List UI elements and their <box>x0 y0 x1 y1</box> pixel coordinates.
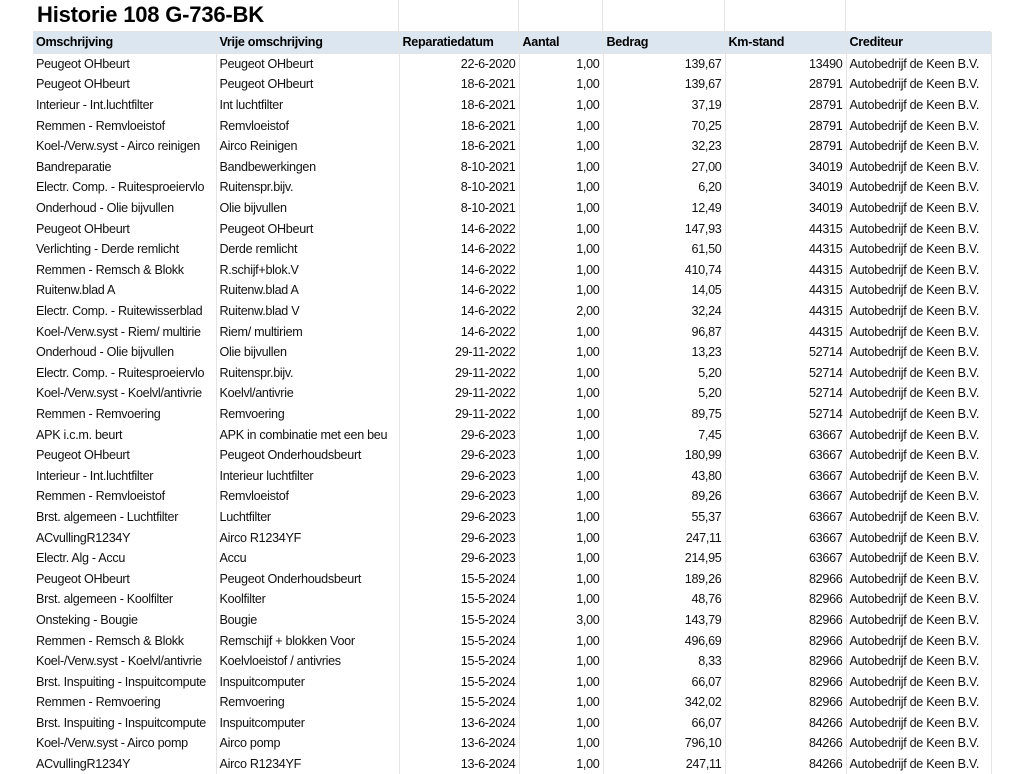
cell-omschrijving[interactable]: Electr. Alg - Accu <box>33 548 216 569</box>
cell-km-stand[interactable]: 84266 <box>725 733 846 754</box>
cell-bedrag[interactable]: 496,69 <box>603 630 725 651</box>
cell-km-stand[interactable]: 44315 <box>725 239 846 260</box>
table-row[interactable] <box>33 218 991 239</box>
cell-km-stand[interactable]: 63667 <box>725 445 846 466</box>
cell-crediteur[interactable]: Autobedrijf de Keen B.V. <box>846 404 991 425</box>
cell-km-stand[interactable]: 13490 <box>725 53 846 74</box>
cell-vrije-omschrijving[interactable]: Accu <box>216 548 399 569</box>
sheet-title[interactable]: Historie 108 G-736-BK <box>37 2 264 27</box>
column-header-km-stand[interactable]: Km-stand <box>725 32 846 53</box>
cell-reparatiedatum[interactable]: 29-6-2023 <box>399 548 519 569</box>
table-row[interactable] <box>33 280 991 301</box>
cell-bedrag[interactable]: 410,74 <box>603 260 725 281</box>
table-row[interactable] <box>33 177 991 198</box>
table-row[interactable] <box>33 342 991 363</box>
cell-km-stand[interactable]: 34019 <box>725 157 846 178</box>
cell-reparatiedatum[interactable]: 18-6-2021 <box>399 136 519 157</box>
cell-vrije-omschrijving[interactable]: APK in combinatie met een beu <box>216 424 399 445</box>
cell-km-stand[interactable]: 44315 <box>725 260 846 281</box>
cell-aantal[interactable]: 1,00 <box>519 507 603 528</box>
cell-vrije-omschrijving[interactable]: Peugeot Onderhoudsbeurt <box>216 568 399 589</box>
cell-crediteur[interactable]: Autobedrijf de Keen B.V. <box>846 198 991 219</box>
cell-vrije-omschrijving[interactable]: Koelvloeistof / antivries <box>216 651 399 672</box>
table-row[interactable] <box>33 445 991 466</box>
cell-vrije-omschrijving[interactable]: Inspuitcomputer <box>216 671 399 692</box>
cell-vrije-omschrijving[interactable]: Inspuitcomputer <box>216 713 399 734</box>
cell-reparatiedatum[interactable]: 13-6-2024 <box>399 754 519 774</box>
cell-bedrag[interactable]: 37,19 <box>603 95 725 116</box>
cell-aantal[interactable]: 1,00 <box>519 424 603 445</box>
spreadsheet <box>33 0 991 774</box>
cell-bedrag[interactable]: 247,11 <box>603 754 725 774</box>
table-row[interactable] <box>33 733 991 754</box>
cell-reparatiedatum[interactable]: 29-11-2022 <box>399 404 519 425</box>
cell-omschrijving[interactable]: Brst. Inspuiting - Inspuitcompute <box>33 713 216 734</box>
cell-reparatiedatum[interactable]: 14-6-2022 <box>399 321 519 342</box>
cell-km-stand[interactable]: 28791 <box>725 115 846 136</box>
table-row[interactable] <box>33 404 991 425</box>
cell-crediteur[interactable]: Autobedrijf de Keen B.V. <box>846 568 991 589</box>
cell-aantal[interactable]: 1,00 <box>519 342 603 363</box>
cell-vrije-omschrijving[interactable]: Koolfilter <box>216 589 399 610</box>
cell-crediteur[interactable]: Autobedrijf de Keen B.V. <box>846 465 991 486</box>
cell-km-stand[interactable]: 63667 <box>725 424 846 445</box>
cell-bedrag[interactable]: 13,23 <box>603 342 725 363</box>
cell-aantal[interactable]: 1,00 <box>519 260 603 281</box>
cell-omschrijving[interactable]: Brst. algemeen - Luchtfilter <box>33 507 216 528</box>
table-row[interactable] <box>33 527 991 548</box>
cell-vrije-omschrijving[interactable]: Int luchtfilter <box>216 95 399 116</box>
cell-crediteur[interactable]: Autobedrijf de Keen B.V. <box>846 383 991 404</box>
cell-omschrijving[interactable]: Koel-/Verw.syst - Koelvl/antivrie <box>33 383 216 404</box>
cell-aantal[interactable]: 1,00 <box>519 239 603 260</box>
cell-km-stand[interactable]: 82966 <box>725 692 846 713</box>
cell-aantal[interactable]: 1,00 <box>519 157 603 178</box>
cell-crediteur[interactable]: Autobedrijf de Keen B.V. <box>846 692 991 713</box>
cell-vrije-omschrijving[interactable]: Olie bijvullen <box>216 198 399 219</box>
cell-bedrag[interactable]: 180,99 <box>603 445 725 466</box>
cell-reparatiedatum[interactable]: 13-6-2024 <box>399 733 519 754</box>
cell-aantal[interactable]: 1,00 <box>519 363 603 384</box>
cell-crediteur[interactable]: Autobedrijf de Keen B.V. <box>846 630 991 651</box>
cell-omschrijving[interactable]: Remmen - Remvloeistof <box>33 115 216 136</box>
cell-crediteur[interactable]: Autobedrijf de Keen B.V. <box>846 754 991 774</box>
column-header-bedrag[interactable]: Bedrag <box>603 32 725 53</box>
cell-km-stand[interactable]: 82966 <box>725 671 846 692</box>
cell-crediteur[interactable]: Autobedrijf de Keen B.V. <box>846 280 991 301</box>
cell-aantal[interactable]: 1,00 <box>519 280 603 301</box>
cell-reparatiedatum[interactable]: 29-6-2023 <box>399 424 519 445</box>
table-row[interactable] <box>33 568 991 589</box>
cell-vrije-omschrijving[interactable]: Remvoering <box>216 692 399 713</box>
cell-reparatiedatum[interactable]: 15-5-2024 <box>399 630 519 651</box>
cell-bedrag[interactable]: 32,24 <box>603 301 725 322</box>
cell-omschrijving[interactable]: Verlichting - Derde remlicht <box>33 239 216 260</box>
table-row[interactable] <box>33 53 991 74</box>
cell-vrije-omschrijving[interactable]: Bandbewerkingen <box>216 157 399 178</box>
cell-km-stand[interactable]: 84266 <box>725 754 846 774</box>
cell-reparatiedatum[interactable]: 29-11-2022 <box>399 342 519 363</box>
cell-aantal[interactable]: 1,00 <box>519 486 603 507</box>
cell-km-stand[interactable]: 63667 <box>725 548 846 569</box>
cell-reparatiedatum[interactable]: 15-5-2024 <box>399 568 519 589</box>
table-row[interactable] <box>33 198 991 219</box>
cell-reparatiedatum[interactable]: 29-6-2023 <box>399 507 519 528</box>
cell-crediteur[interactable]: Autobedrijf de Keen B.V. <box>846 671 991 692</box>
table-row[interactable] <box>33 424 991 445</box>
table-row[interactable] <box>33 486 991 507</box>
title-gridline <box>724 0 725 31</box>
cell-bedrag[interactable]: 14,05 <box>603 280 725 301</box>
cell-km-stand[interactable]: 52714 <box>725 404 846 425</box>
cell-crediteur[interactable]: Autobedrijf de Keen B.V. <box>846 610 991 631</box>
cell-reparatiedatum[interactable]: 29-6-2023 <box>399 486 519 507</box>
title-gridline <box>602 0 603 31</box>
cell-omschrijving[interactable]: Peugeot OHbeurt <box>33 445 216 466</box>
cell-omschrijving[interactable]: Electr. Comp. - Ruitesproeiervlo <box>33 177 216 198</box>
cell-km-stand[interactable]: 63667 <box>725 507 846 528</box>
cell-bedrag[interactable]: 214,95 <box>603 548 725 569</box>
cell-bedrag[interactable]: 139,67 <box>603 74 725 95</box>
table-row[interactable] <box>33 157 991 178</box>
table-row[interactable] <box>33 239 991 260</box>
cell-crediteur[interactable]: Autobedrijf de Keen B.V. <box>846 74 991 95</box>
cell-aantal[interactable]: 1,00 <box>519 651 603 672</box>
cell-km-stand[interactable]: 34019 <box>725 177 846 198</box>
cell-reparatiedatum[interactable]: 8-10-2021 <box>399 157 519 178</box>
cell-aantal[interactable]: 1,00 <box>519 445 603 466</box>
cell-omschrijving[interactable]: Electr. Comp. - Ruitewisserblad <box>33 301 216 322</box>
cell-omschrijving[interactable]: Onderhoud - Olie bijvullen <box>33 198 216 219</box>
cell-bedrag[interactable]: 27,00 <box>603 157 725 178</box>
cell-km-stand[interactable]: 63667 <box>725 465 846 486</box>
cell-omschrijving[interactable]: Interieur - Int.luchtfilter <box>33 95 216 116</box>
cell-omschrijving[interactable]: Bandreparatie <box>33 157 216 178</box>
cell-vrije-omschrijving[interactable]: Ruitenspr.bijv. <box>216 177 399 198</box>
cell-bedrag[interactable]: 5,20 <box>603 363 725 384</box>
cell-aantal[interactable]: 1,00 <box>519 465 603 486</box>
cell-bedrag[interactable]: 43,80 <box>603 465 725 486</box>
cell-km-stand[interactable]: 82966 <box>725 610 846 631</box>
cell-km-stand[interactable]: 63667 <box>725 527 846 548</box>
cell-vrije-omschrijving[interactable]: Airco R1234YF <box>216 527 399 548</box>
cell-crediteur[interactable]: Autobedrijf de Keen B.V. <box>846 136 991 157</box>
title-gridline <box>398 0 399 31</box>
cell-crediteur[interactable]: Autobedrijf de Keen B.V. <box>846 260 991 281</box>
table-row[interactable] <box>33 754 991 774</box>
cell-omschrijving[interactable]: Koel-/Verw.syst - Riem/ multirie <box>33 321 216 342</box>
cell-aantal[interactable]: 1,00 <box>519 589 603 610</box>
cell-bedrag[interactable]: 89,26 <box>603 486 725 507</box>
cell-bedrag[interactable]: 796,10 <box>603 733 725 754</box>
cell-km-stand[interactable]: 52714 <box>725 363 846 384</box>
cell-vrije-omschrijving[interactable]: R.schijf+blok.V <box>216 260 399 281</box>
cell-km-stand[interactable]: 34019 <box>725 198 846 219</box>
cell-omschrijving[interactable]: Remmen - Remsch & Blokk <box>33 630 216 651</box>
cell-aantal[interactable]: 1,00 <box>519 671 603 692</box>
cell-aantal[interactable]: 1,00 <box>519 548 603 569</box>
cell-crediteur[interactable]: Autobedrijf de Keen B.V. <box>846 527 991 548</box>
cell-vrije-omschrijving[interactable]: Koelvl/antivrie <box>216 383 399 404</box>
cell-reparatiedatum[interactable]: 15-5-2024 <box>399 692 519 713</box>
cell-crediteur[interactable]: Autobedrijf de Keen B.V. <box>846 363 991 384</box>
cell-reparatiedatum[interactable]: 15-5-2024 <box>399 671 519 692</box>
cell-aantal[interactable]: 1,00 <box>519 136 603 157</box>
table-row[interactable] <box>33 136 991 157</box>
cell-crediteur[interactable]: Autobedrijf de Keen B.V. <box>846 157 991 178</box>
cell-aantal[interactable]: 1,00 <box>519 733 603 754</box>
cell-bedrag[interactable]: 6,20 <box>603 177 725 198</box>
cell-reparatiedatum[interactable]: 15-5-2024 <box>399 589 519 610</box>
cell-km-stand[interactable]: 28791 <box>725 74 846 95</box>
cell-omschrijving[interactable]: Peugeot OHbeurt <box>33 218 216 239</box>
cell-omschrijving[interactable]: Remmen - Remvloeistof <box>33 486 216 507</box>
cell-aantal[interactable]: 1,00 <box>519 177 603 198</box>
cell-omschrijving[interactable]: Interieur - Int.luchtfilter <box>33 465 216 486</box>
cell-bedrag[interactable]: 5,20 <box>603 383 725 404</box>
cell-reparatiedatum[interactable]: 18-6-2021 <box>399 95 519 116</box>
cell-km-stand[interactable]: 82966 <box>725 630 846 651</box>
cell-omschrijving[interactable]: APK i.c.m. beurt <box>33 424 216 445</box>
table-row[interactable] <box>33 383 991 404</box>
table-row[interactable] <box>33 301 991 322</box>
column-header-vrije-omschrijving[interactable]: Vrije omschrijving <box>216 32 399 53</box>
cell-aantal[interactable]: 1,00 <box>519 630 603 651</box>
table-row[interactable] <box>33 363 991 384</box>
title-gridline <box>845 0 846 31</box>
cell-reparatiedatum[interactable]: 8-10-2021 <box>399 198 519 219</box>
cell-aantal[interactable]: 1,00 <box>519 383 603 404</box>
cell-bedrag[interactable]: 66,07 <box>603 671 725 692</box>
cell-bedrag[interactable]: 143,79 <box>603 610 725 631</box>
cell-reparatiedatum[interactable]: 29-11-2022 <box>399 383 519 404</box>
table-row[interactable] <box>33 589 991 610</box>
cell-bedrag[interactable]: 61,50 <box>603 239 725 260</box>
cell-vrije-omschrijving[interactable]: Luchtfilter <box>216 507 399 528</box>
cell-bedrag[interactable]: 66,07 <box>603 713 725 734</box>
cell-km-stand[interactable]: 44315 <box>725 321 846 342</box>
cell-omschrijving[interactable]: Onsteking - Bougie <box>33 610 216 631</box>
cell-aantal[interactable]: 1,00 <box>519 321 603 342</box>
cell-omschrijving[interactable]: Peugeot OHbeurt <box>33 53 216 74</box>
cell-aantal[interactable]: 1,00 <box>519 198 603 219</box>
cell-bedrag[interactable]: 48,76 <box>603 589 725 610</box>
cell-omschrijving[interactable]: ACvullingR1234Y <box>33 754 216 774</box>
cell-aantal[interactable]: 1,00 <box>519 74 603 95</box>
cell-vrije-omschrijving[interactable]: Remschijf + blokken Voor <box>216 630 399 651</box>
cell-bedrag[interactable]: 70,25 <box>603 115 725 136</box>
cell-vrije-omschrijving[interactable]: Peugeot OHbeurt <box>216 53 399 74</box>
table-row[interactable] <box>33 651 991 672</box>
table-row[interactable] <box>33 692 991 713</box>
cell-crediteur[interactable]: Autobedrijf de Keen B.V. <box>846 53 991 74</box>
cell-crediteur[interactable]: Autobedrijf de Keen B.V. <box>846 651 991 672</box>
cell-reparatiedatum[interactable]: 29-6-2023 <box>399 465 519 486</box>
cell-vrije-omschrijving[interactable]: Remvloeistof <box>216 115 399 136</box>
cell-omschrijving[interactable]: Ruitenw.blad A <box>33 280 216 301</box>
table-row[interactable] <box>33 321 991 342</box>
cell-vrije-omschrijving[interactable]: Derde remlicht <box>216 239 399 260</box>
cell-bedrag[interactable]: 8,33 <box>603 651 725 672</box>
cell-crediteur[interactable]: Autobedrijf de Keen B.V. <box>846 733 991 754</box>
cell-crediteur[interactable]: Autobedrijf de Keen B.V. <box>846 115 991 136</box>
cell-bedrag[interactable]: 147,93 <box>603 218 725 239</box>
cell-bedrag[interactable]: 7,45 <box>603 424 725 445</box>
cell-km-stand[interactable]: 44315 <box>725 280 846 301</box>
cell-aantal[interactable]: 1,00 <box>519 754 603 774</box>
cell-aantal[interactable]: 1,00 <box>519 53 603 74</box>
cell-omschrijving[interactable]: Electr. Comp. - Ruitesproeiervlo <box>33 363 216 384</box>
cell-reparatiedatum[interactable]: 14-6-2022 <box>399 260 519 281</box>
cell-vrije-omschrijving[interactable]: Olie bijvullen <box>216 342 399 363</box>
cell-crediteur[interactable]: Autobedrijf de Keen B.V. <box>846 713 991 734</box>
cell-reparatiedatum[interactable]: 18-6-2021 <box>399 115 519 136</box>
cell-vrije-omschrijving[interactable]: Remvloeistof <box>216 486 399 507</box>
cell-reparatiedatum[interactable]: 15-5-2024 <box>399 610 519 631</box>
cell-omschrijving[interactable]: Onderhoud - Olie bijvullen <box>33 342 216 363</box>
cell-omschrijving[interactable]: Brst. Inspuiting - Inspuitcompute <box>33 671 216 692</box>
cell-bedrag[interactable]: 89,75 <box>603 404 725 425</box>
table-row[interactable] <box>33 671 991 692</box>
cell-vrije-omschrijving[interactable]: Airco Reinigen <box>216 136 399 157</box>
cell-vrije-omschrijving[interactable]: Ruitenw.blad V <box>216 301 399 322</box>
cell-vrije-omschrijving[interactable]: Airco R1234YF <box>216 754 399 774</box>
table-row[interactable] <box>33 548 991 569</box>
table-row[interactable] <box>33 713 991 734</box>
cell-reparatiedatum[interactable]: 8-10-2021 <box>399 177 519 198</box>
cell-aantal[interactable]: 1,00 <box>519 115 603 136</box>
cell-vrije-omschrijving[interactable]: Bougie <box>216 610 399 631</box>
cell-omschrijving[interactable]: Peugeot OHbeurt <box>33 568 216 589</box>
cell-km-stand[interactable]: 82966 <box>725 568 846 589</box>
cell-crediteur[interactable]: Autobedrijf de Keen B.V. <box>846 218 991 239</box>
cell-vrije-omschrijving[interactable]: Riem/ multiriem <box>216 321 399 342</box>
cell-vrije-omschrijving[interactable]: Interieur luchtfilter <box>216 465 399 486</box>
cell-aantal[interactable]: 1,00 <box>519 568 603 589</box>
cell-vrije-omschrijving[interactable]: Peugeot OHbeurt <box>216 218 399 239</box>
cell-bedrag[interactable]: 55,37 <box>603 507 725 528</box>
cell-vrije-omschrijving[interactable]: Airco pomp <box>216 733 399 754</box>
cell-crediteur[interactable]: Autobedrijf de Keen B.V. <box>846 177 991 198</box>
cell-omschrijving[interactable]: Koel-/Verw.syst - Koelvl/antivrie <box>33 651 216 672</box>
table-row[interactable] <box>33 465 991 486</box>
cell-reparatiedatum[interactable]: 14-6-2022 <box>399 280 519 301</box>
table-row[interactable] <box>33 74 991 95</box>
cell-km-stand[interactable]: 82966 <box>725 651 846 672</box>
cell-bedrag[interactable]: 12,49 <box>603 198 725 219</box>
title-gridline <box>518 0 519 31</box>
cell-aantal[interactable]: 1,00 <box>519 218 603 239</box>
cell-km-stand[interactable]: 44315 <box>725 301 846 322</box>
column-header-omschrijving[interactable]: Omschrijving <box>33 32 216 53</box>
cell-reparatiedatum[interactable]: 14-6-2022 <box>399 239 519 260</box>
cell-crediteur[interactable]: Autobedrijf de Keen B.V. <box>846 445 991 466</box>
history-table <box>33 32 992 774</box>
column-header-reparatiedatum[interactable]: Reparatiedatum <box>399 32 519 53</box>
cell-aantal[interactable]: 1,00 <box>519 713 603 734</box>
cell-km-stand[interactable]: 84266 <box>725 713 846 734</box>
cell-aantal[interactable]: 1,00 <box>519 404 603 425</box>
cell-crediteur[interactable]: Autobedrijf de Keen B.V. <box>846 424 991 445</box>
cell-aantal[interactable]: 2,00 <box>519 301 603 322</box>
cell-aantal[interactable]: 1,00 <box>519 95 603 116</box>
table-row[interactable] <box>33 610 991 631</box>
cell-vrije-omschrijving[interactable]: Ruitenw.blad A <box>216 280 399 301</box>
cell-crediteur[interactable]: Autobedrijf de Keen B.V. <box>846 95 991 116</box>
cell-omschrijving[interactable]: Koel-/Verw.syst - Airco pomp <box>33 733 216 754</box>
cell-bedrag[interactable]: 139,67 <box>603 53 725 74</box>
cell-km-stand[interactable]: 44315 <box>725 218 846 239</box>
cell-vrije-omschrijving[interactable]: Peugeot OHbeurt <box>216 74 399 95</box>
cell-reparatiedatum[interactable]: 15-5-2024 <box>399 651 519 672</box>
header-row <box>33 32 991 53</box>
table-row[interactable] <box>33 260 991 281</box>
cell-crediteur[interactable]: Autobedrijf de Keen B.V. <box>846 486 991 507</box>
cell-omschrijving[interactable]: Brst. algemeen - Koolfilter <box>33 589 216 610</box>
cell-aantal[interactable]: 3,00 <box>519 610 603 631</box>
column-header-crediteur[interactable]: Crediteur <box>846 32 991 53</box>
cell-reparatiedatum[interactable]: 14-6-2022 <box>399 301 519 322</box>
table-row[interactable] <box>33 507 991 528</box>
cell-crediteur[interactable]: Autobedrijf de Keen B.V. <box>846 548 991 569</box>
cell-crediteur[interactable]: Autobedrijf de Keen B.V. <box>846 589 991 610</box>
cell-crediteur[interactable]: Autobedrijf de Keen B.V. <box>846 301 991 322</box>
cell-aantal[interactable]: 1,00 <box>519 527 603 548</box>
cell-bedrag[interactable]: 247,11 <box>603 527 725 548</box>
cell-bedrag[interactable]: 342,02 <box>603 692 725 713</box>
cell-omschrijving[interactable]: ACvullingR1234Y <box>33 527 216 548</box>
cell-omschrijving[interactable]: Remmen - Remvoering <box>33 404 216 425</box>
cell-aantal[interactable]: 1,00 <box>519 692 603 713</box>
cell-reparatiedatum[interactable]: 29-11-2022 <box>399 363 519 384</box>
cell-vrije-omschrijving[interactable]: Peugeot Onderhoudsbeurt <box>216 445 399 466</box>
cell-reparatiedatum[interactable]: 22-6-2020 <box>399 53 519 74</box>
table-row[interactable] <box>33 95 991 116</box>
table-row[interactable] <box>33 115 991 136</box>
cell-km-stand[interactable]: 52714 <box>725 383 846 404</box>
cell-km-stand[interactable]: 63667 <box>725 486 846 507</box>
cell-omschrijving[interactable]: Remmen - Remvoering <box>33 692 216 713</box>
column-header-aantal[interactable]: Aantal <box>519 32 603 53</box>
cell-reparatiedatum[interactable]: 18-6-2021 <box>399 74 519 95</box>
cell-crediteur[interactable]: Autobedrijf de Keen B.V. <box>846 342 991 363</box>
table-row[interactable] <box>33 630 991 651</box>
cell-vrije-omschrijving[interactable]: Ruitenspr.bijv. <box>216 363 399 384</box>
cell-omschrijving[interactable]: Remmen - Remsch & Blokk <box>33 260 216 281</box>
cell-reparatiedatum[interactable]: 14-6-2022 <box>399 218 519 239</box>
cell-km-stand[interactable]: 52714 <box>725 342 846 363</box>
cell-km-stand[interactable]: 82966 <box>725 589 846 610</box>
cell-reparatiedatum[interactable]: 29-6-2023 <box>399 445 519 466</box>
cell-crediteur[interactable]: Autobedrijf de Keen B.V. <box>846 239 991 260</box>
cell-reparatiedatum[interactable]: 29-6-2023 <box>399 527 519 548</box>
cell-bedrag[interactable]: 96,87 <box>603 321 725 342</box>
cell-crediteur[interactable]: Autobedrijf de Keen B.V. <box>846 507 991 528</box>
cell-crediteur[interactable]: Autobedrijf de Keen B.V. <box>846 321 991 342</box>
cell-omschrijving[interactable]: Koel-/Verw.syst - Airco reinigen <box>33 136 216 157</box>
cell-omschrijving[interactable]: Peugeot OHbeurt <box>33 74 216 95</box>
cell-vrije-omschrijving[interactable]: Remvoering <box>216 404 399 425</box>
cell-bedrag[interactable]: 189,26 <box>603 568 725 589</box>
cell-km-stand[interactable]: 28791 <box>725 95 846 116</box>
cell-bedrag[interactable]: 32,23 <box>603 136 725 157</box>
cell-reparatiedatum[interactable]: 13-6-2024 <box>399 713 519 734</box>
title-row <box>33 0 991 32</box>
cell-km-stand[interactable]: 28791 <box>725 136 846 157</box>
